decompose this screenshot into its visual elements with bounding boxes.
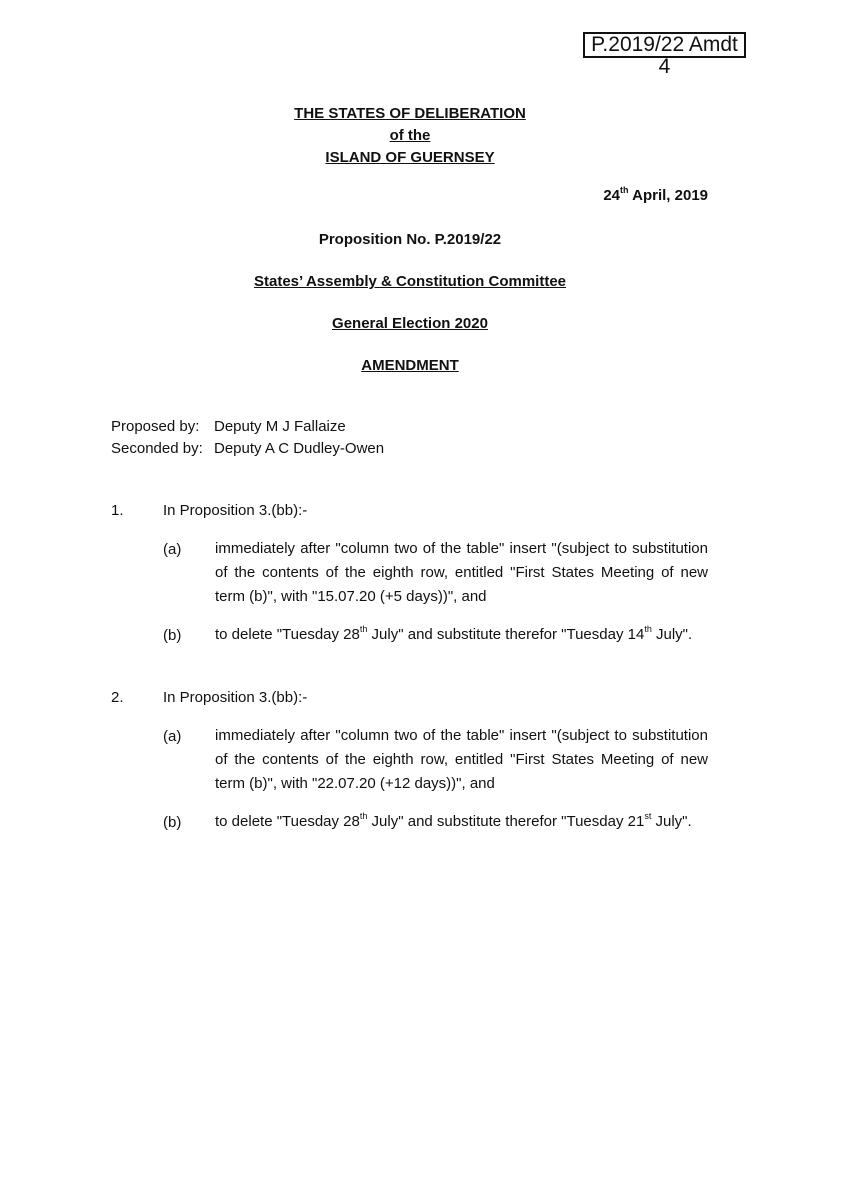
subitem-label: (a)	[163, 728, 182, 745]
heading-states: THE STATES OF DELIBERATION	[294, 105, 526, 122]
document-type: AMENDMENT	[361, 357, 459, 374]
document-date: 24th April, 2019	[603, 185, 708, 204]
heading-island: ISLAND OF GUERNSEY	[325, 149, 495, 166]
committee-name: States’ Assembly & Constitution Committee	[254, 273, 566, 290]
item-text: In Proposition 3.(bb):-	[163, 502, 308, 519]
item-number: 1.	[111, 502, 124, 519]
subitem-label: (a)	[163, 541, 182, 558]
item-text: In Proposition 3.(bb):-	[163, 689, 308, 706]
heading-of-the: of the	[389, 127, 431, 144]
proposed-by-label: Proposed by:	[111, 418, 200, 435]
seconded-by-value: Deputy A C Dudley-Owen	[214, 440, 385, 457]
item-number: 2.	[111, 689, 124, 706]
document-reference-box: P.2019/22 Amdt 4	[583, 32, 746, 58]
proposed-by-value: Deputy M J Fallaize	[214, 418, 346, 435]
subitem-label: (b)	[163, 627, 182, 644]
subitem-text: to delete "Tuesday 28th July" and substitute therefor "Tuesday 21st July".	[215, 811, 692, 830]
subitem-text: immediately after "column two of the table" insert "(subject to substitution of the contents of the eighth row, entitled "First States Meeting of new term (b)", with "15.07.20 (+5 days))", and	[215, 540, 708, 605]
subitem-text: immediately after "column two of the table" insert "(subject to substitution of the contents of the eighth row, entitled "First States Meeting of new term (b)", with "22.07.20 (+12 days))", and	[215, 727, 708, 792]
subitem-text: to delete "Tuesday 28th July" and substitute therefor "Tuesday 14th July".	[215, 624, 693, 643]
seconded-by-label: Seconded by:	[111, 440, 203, 457]
subject-title: General Election 2020	[332, 315, 488, 332]
proposition-number: Proposition No. P.2019/22	[318, 231, 502, 248]
subitem-label: (b)	[163, 814, 182, 831]
